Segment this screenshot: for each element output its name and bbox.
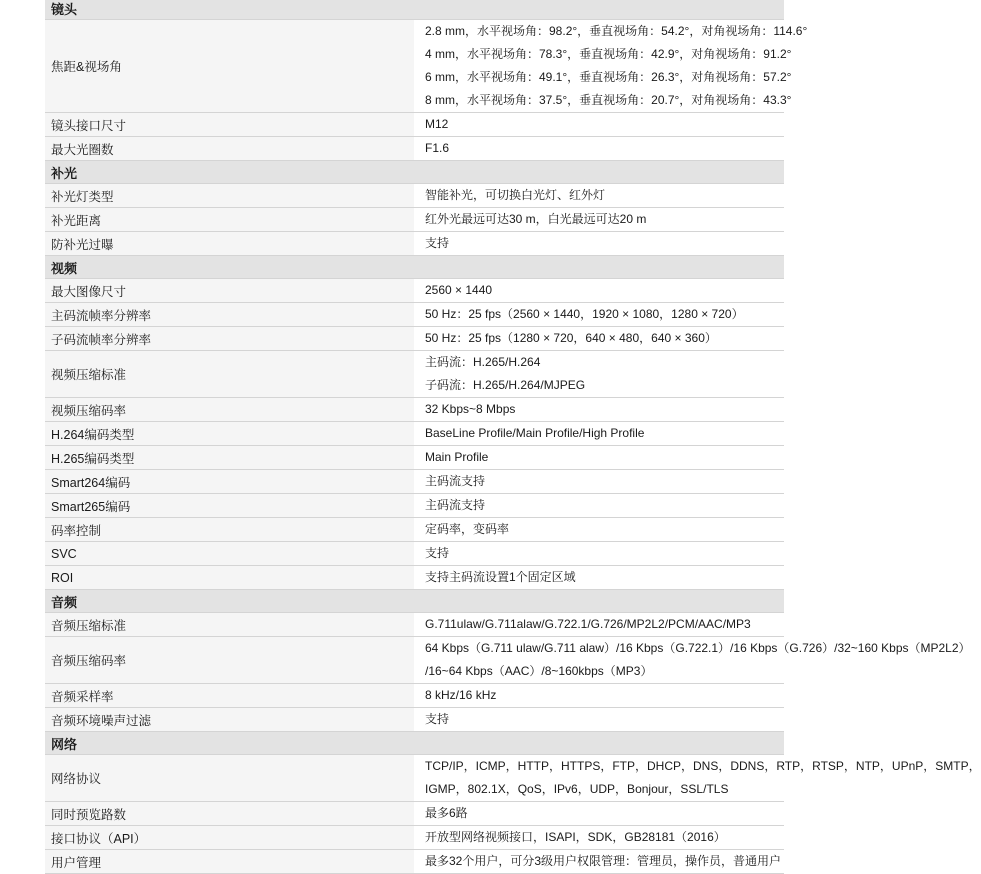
- spec-value: [415, 708, 785, 732]
- spec-value: [415, 303, 785, 327]
- spec-value-line: 2560 × 1440: [425, 283, 493, 297]
- spec-value: [415, 113, 785, 137]
- spec-value: [415, 351, 785, 398]
- spec-value-line: IGMP，802.1X，QoS，IPv6，UDP，Bonjour，SSL/TLS: [425, 782, 729, 796]
- spec-value-line: 开放型网络视频接口，ISAPI，SDK，GB28181（2016）: [425, 830, 726, 844]
- spec-value-line: 红外光最远可达30 m，白光最远可达20 m: [425, 212, 647, 226]
- spec-label: Smart265编码: [45, 494, 415, 518]
- spec-label: 焦距&视场角: [45, 20, 415, 113]
- spec-row: [45, 184, 784, 208]
- spec-label: 主码流帧率分辨率: [45, 303, 415, 327]
- spec-label: Smart264编码: [45, 470, 415, 494]
- spec-value: [415, 446, 785, 470]
- spec-value: [415, 802, 785, 826]
- section-header-row: [45, 161, 784, 184]
- spec-label: 同时预览路数: [45, 802, 415, 826]
- spec-row: [45, 232, 784, 256]
- spec-label: 音频压缩标准: [45, 613, 415, 637]
- section-header-row: [45, 0, 784, 20]
- spec-value-line: TCP/IP，ICMP，HTTP，HTTPS，FTP，DHCP，DNS，DDNS，RTP，RTSP，NTP，UPnP，SMTP，: [425, 759, 981, 773]
- spec-value-line: 6 mm，水平视场角：49.1°，垂直视场角：26.3°，对角视场角：57.2°: [425, 70, 792, 84]
- spec-row: [45, 327, 784, 351]
- spec-value: [415, 20, 808, 113]
- spec-label: 防补光过曝: [45, 232, 415, 256]
- section-title: 视频: [45, 256, 784, 279]
- spec-value-line: 最多32个用户，可分3级用户权限管理：管理员，操作员，普通用户: [425, 854, 782, 868]
- spec-value-line: 2.8 mm，水平视场角：98.2°，垂直视场角：54.2°，对角视场角：114.6°: [425, 24, 808, 38]
- spec-value: [415, 518, 785, 542]
- spec-value-line: /16~64 Kbps（AAC）/8~160kbps（MP3）: [425, 664, 653, 678]
- spec-value-line: 支持: [425, 712, 450, 726]
- spec-value: [415, 208, 785, 232]
- spec-value: [415, 542, 785, 566]
- spec-value-line: 主码流：H.265/H.264: [425, 355, 541, 369]
- spec-value-line: 支持: [425, 546, 450, 560]
- section-title: 补光: [45, 161, 784, 184]
- spec-table: [45, 0, 981, 874]
- spec-value-line: 支持主码流设置1个固定区域: [425, 570, 576, 584]
- section-header-row: [45, 590, 784, 613]
- spec-row: [45, 208, 784, 232]
- spec-value-line: 最多6路: [425, 806, 468, 820]
- section-header-row: [45, 256, 784, 279]
- spec-row: [45, 279, 784, 303]
- spec-label: 镜头接口尺寸: [45, 113, 415, 137]
- spec-value: [415, 850, 785, 874]
- spec-value: [415, 637, 971, 684]
- spec-value-line: Main Profile: [425, 450, 489, 464]
- spec-value-line: 50 Hz：25 fps（1280 × 720，640 × 480，640 × 360）: [425, 331, 717, 345]
- spec-label: SVC: [45, 542, 415, 566]
- spec-value-line: F1.6: [425, 141, 450, 155]
- spec-value-line: G.711ulaw/G.711alaw/G.722.1/G.726/MP2L2/PCM/AAC/MP3: [425, 617, 751, 631]
- spec-value: [415, 470, 785, 494]
- spec-label: 接口协议（API）: [45, 826, 415, 850]
- spec-value: [415, 613, 785, 637]
- spec-label: 音频环境噪声过滤: [45, 708, 415, 732]
- spec-label: 音频采样率: [45, 684, 415, 708]
- spec-row: [45, 422, 784, 446]
- spec-value-line: 支持: [425, 236, 450, 250]
- spec-value-line: 主码流支持: [425, 498, 486, 512]
- spec-row: [45, 755, 784, 802]
- spec-label: 视频压缩标准: [45, 351, 415, 398]
- spec-value-line: BaseLine Profile/Main Profile/High Profile: [425, 426, 645, 440]
- spec-label: 音频压缩码率: [45, 637, 415, 684]
- spec-value: [415, 398, 785, 422]
- spec-table-body: [45, 0, 981, 874]
- spec-label: 补光灯类型: [45, 184, 415, 208]
- spec-value: [415, 422, 785, 446]
- spec-row: [45, 708, 784, 732]
- spec-value-line: 8 kHz/16 kHz: [425, 688, 497, 702]
- spec-value: [415, 494, 785, 518]
- spec-label: 码率控制: [45, 518, 415, 542]
- spec-row: [45, 802, 784, 826]
- spec-label: 用户管理: [45, 850, 415, 874]
- spec-value: [415, 232, 785, 256]
- spec-value-line: 智能补光，可切换白光灯、红外灯: [425, 188, 606, 202]
- spec-row: [45, 303, 784, 327]
- spec-value: [415, 566, 785, 590]
- section-title: 音频: [45, 590, 784, 613]
- spec-label: 最大光圈数: [45, 137, 415, 161]
- spec-label: 补光距离: [45, 208, 415, 232]
- spec-row: [45, 470, 784, 494]
- spec-value-line: 64 Kbps（G.711 ulaw/G.711 alaw）/16 Kbps（G.722.1）/16 Kbps（G.726）/32~160 Kbps（MP2L2）: [425, 641, 971, 655]
- spec-row: [45, 113, 784, 137]
- spec-row: [45, 137, 784, 161]
- spec-row: [45, 684, 784, 708]
- spec-value-line: 子码流：H.265/H.264/MJPEG: [425, 378, 586, 392]
- spec-value-line: 定码率，变码率: [425, 522, 510, 536]
- spec-row: [45, 542, 784, 566]
- spec-row: [45, 518, 784, 542]
- spec-value-line: M12: [425, 117, 449, 131]
- spec-label: 最大图像尺寸: [45, 279, 415, 303]
- spec-value: [415, 755, 981, 802]
- spec-value: [415, 327, 785, 351]
- spec-row: [45, 850, 784, 874]
- spec-row: [45, 351, 784, 398]
- spec-value: [415, 826, 785, 850]
- spec-value: [415, 137, 785, 161]
- spec-row: [45, 398, 784, 422]
- spec-row: [45, 566, 784, 590]
- spec-row: [45, 494, 784, 518]
- spec-row: [45, 20, 784, 113]
- spec-row: [45, 613, 784, 637]
- spec-label: 网络协议: [45, 755, 415, 802]
- spec-label: 子码流帧率分辨率: [45, 327, 415, 351]
- spec-value-line: 8 mm，水平视场角：37.5°，垂直视场角：20.7°，对角视场角：43.3°: [425, 93, 792, 107]
- spec-value: [415, 279, 785, 303]
- spec-row: [45, 637, 784, 684]
- spec-value-line: 主码流支持: [425, 474, 486, 488]
- section-header-row: [45, 732, 784, 755]
- spec-label: 视频压缩码率: [45, 398, 415, 422]
- spec-row: [45, 826, 784, 850]
- spec-value: [415, 684, 785, 708]
- spec-value-line: 4 mm，水平视场角：78.3°，垂直视场角：42.9°，对角视场角：91.2°: [425, 47, 792, 61]
- section-title: 网络: [45, 732, 784, 755]
- spec-label: H.264编码类型: [45, 422, 415, 446]
- section-title: 镜头: [45, 0, 784, 20]
- spec-value: [415, 184, 785, 208]
- spec-label: H.265编码类型: [45, 446, 415, 470]
- spec-value-line: 50 Hz：25 fps（2560 × 1440，1920 × 1080，1280 × 720）: [425, 307, 744, 321]
- spec-label: ROI: [45, 566, 415, 590]
- spec-value-line: 32 Kbps~8 Mbps: [425, 402, 516, 416]
- spec-row: [45, 446, 784, 470]
